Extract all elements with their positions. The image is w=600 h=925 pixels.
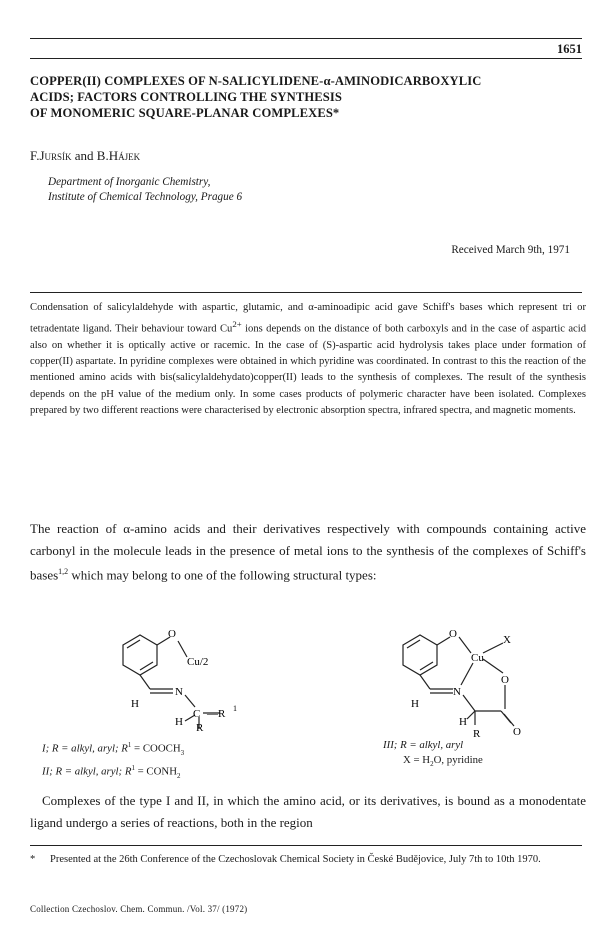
top-rule [30,38,582,39]
structure-left-r [194,718,214,738]
abstract-part-2: ions depends on the distance of both carboxyls and in the case of aspartic acid also on whether it is optically active or racemic. In the case of (S)-aspartic acid hydrolysis takes place under formation of copper(II) aspartate. In pyridine complexes were obtained in which pyridine was coordinated. In contrast to this the reaction of the mentioned amino acids with bis(salicylaldehydato)copper(II) leads to the synthesis of complexes. The result of the synthesis depends on the pH value of the medium only. In some cases products of polymeric character have been isolated. Complexes prepared by two different reactions were characterised by electronic absorption spectra, infrared spectra, and magnetic moments. [30,323,586,416]
footnote-text: Presented at the 26th Conference of the Czechoslovak Chemical Society in České Budějovice, July 7th to 10th 1970. [50,854,541,865]
right-r-label: R [473,728,481,740]
right-h2-label: H [459,716,467,728]
left-r1-label: —R [207,708,226,720]
caption-right [383,738,483,772]
right-o2-label: O [501,674,509,686]
caption-left-line-1: I; R = alkyl, aryl; $R^1$ = $COOCH_3$ [42,741,185,757]
left-cu-label: Cu/2 [187,656,209,668]
caption-right-line-1: III; R = alkyl, aryl [383,739,464,751]
left-h2-label: H [175,716,183,728]
abstract [30,300,586,419]
right-x-label: X [503,634,511,646]
author-conj: and [74,148,94,163]
title-line-1: COPPER(II) COMPLEXES OF N-SALICYLIDENE-α-AMINODICARBOXYLIC [30,74,482,88]
left-r1-sup: 1 [233,704,237,713]
affiliation [48,175,242,205]
authors [30,148,140,164]
page-number: 1651 [557,42,582,56]
right-o3-label: O [513,726,521,738]
left-r-label: R [196,722,204,734]
header-rule [30,58,582,59]
author-2: B.Hájek [96,148,141,163]
received-date: Received March 9th, 1971 [451,244,570,256]
intro-part-1: The reaction of α-amino acids and their derivatives respectively with compounds containing active carbonyl in the molecule leads in the presence of metal ions to the synthesis of the complexes of Schiff's bases [30,521,586,583]
intro-part-2: which may belong to one of the following structural types: [68,567,377,583]
right-o1-label: O [449,628,457,640]
intro-superscript: 1,2 [58,567,69,576]
footnote-mark: * [30,854,36,865]
footnote [30,852,586,868]
right-n-label: N [453,686,461,698]
structure-right [375,615,575,745]
title-line-2: ACIDS; FACTORS CONTROLLING THE SYNTHESIS [30,90,342,104]
journal-footer: Collection Czechoslov. Chem. Commun. /Vol. 37/ (1972) [30,904,248,914]
abstract-rule [30,292,582,293]
left-h1-label: H [131,698,139,710]
intro-paragraph [30,518,586,586]
caption-right-line-2: $X = H_2O$, pyridine [403,754,483,769]
structure-left [95,615,295,730]
caption-left-line-2: II; R = alkyl, aryl; $R^1$ = $CONH_2$ [42,763,181,780]
article-title [30,73,590,121]
structure-figures [30,615,586,785]
left-n-label: N [175,686,183,698]
left-o-label: O [168,628,176,640]
title-line-3: OF MONOMERIC SQUARE-PLANAR COMPLEXES* [30,106,340,120]
caption-left [42,738,184,784]
footnote-rule [30,845,582,846]
right-cu-label: Cu [471,652,484,664]
left-c-label: C [193,708,201,720]
affiliation-line-2: Institute of Chemical Technology, Prague 6 [48,191,243,203]
body-paragraph-2: Complexes of the type I and II, in which the amino acid, or its derivatives, is bound as a monodentate ligand undergo a series of reactions, both in the region [30,793,586,830]
affiliation-line-1: Department of Inorganic Chemistry, [48,176,211,188]
abstract-part-1: Condensation of salicylaldehyde with aspartic, glutamic, and α-aminoadipic acid gave Schiff's bases which represent tri or tetradentate ligand. Their behaviour toward Cu [30,302,586,335]
right-h1-label: H [411,698,419,710]
author-1: F.Jursík [30,148,72,163]
abstract-superscript: 2+ [232,319,242,330]
